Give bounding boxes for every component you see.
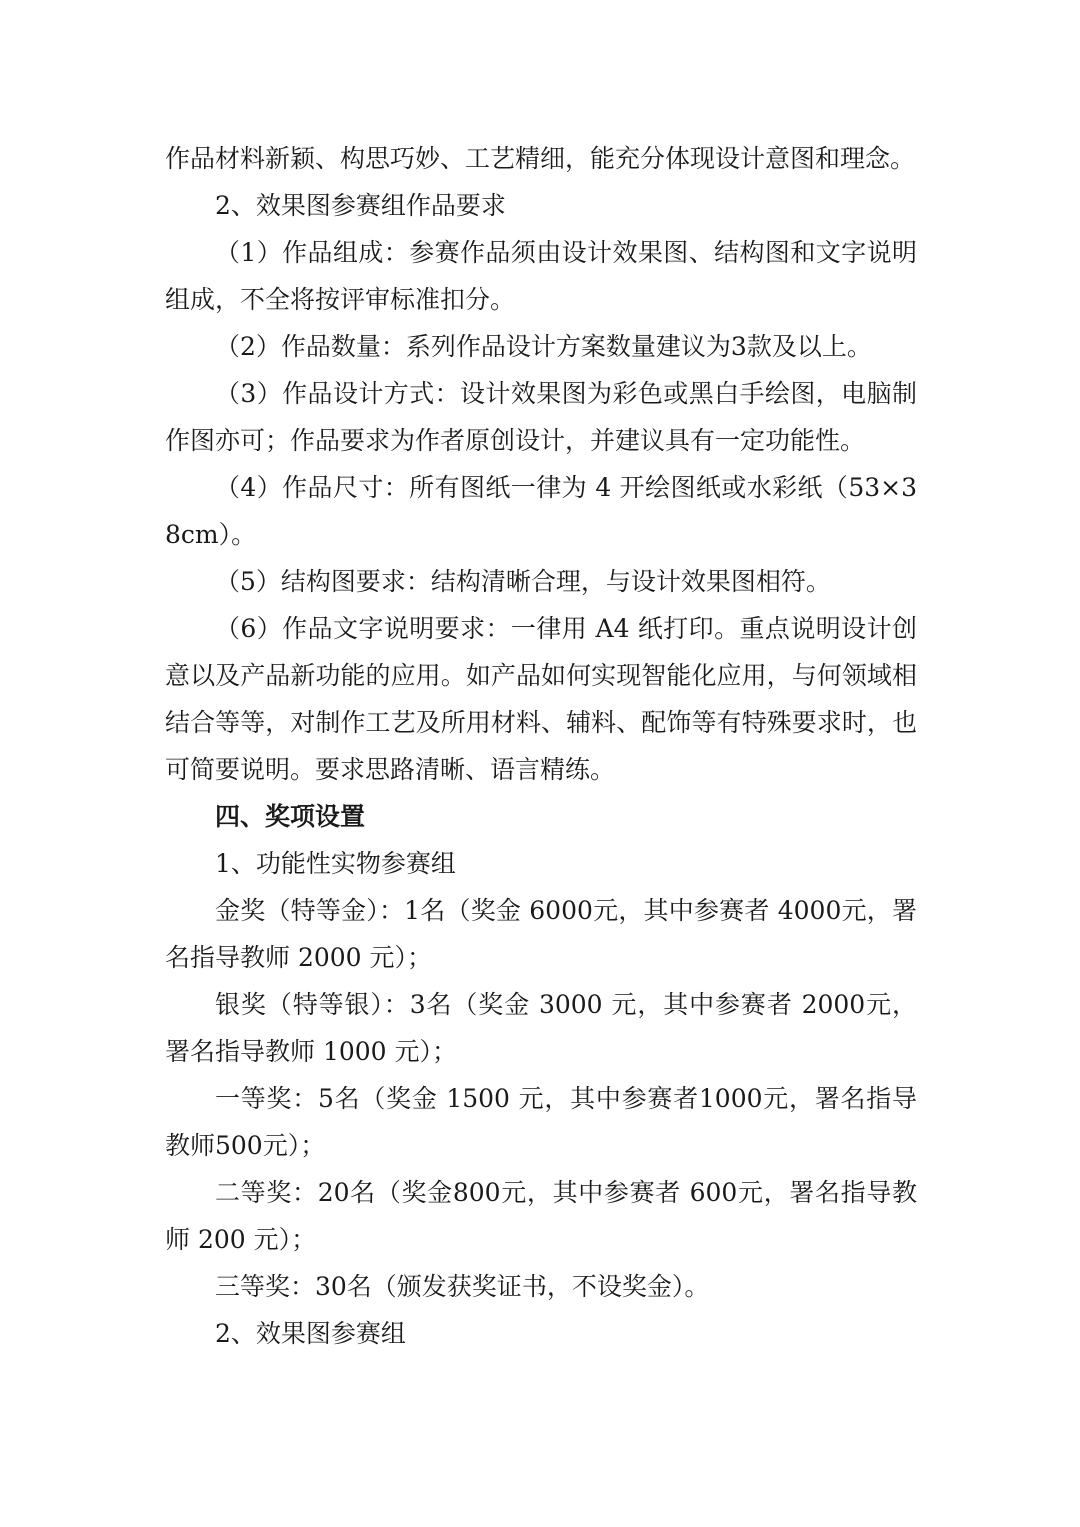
paragraph-materials-requirement: 作品材料新颖、构思巧妙、工艺精细，能充分体现设计意图和理念。 <box>165 144 916 173</box>
item-text-description: （6）作品文字说明要求：一律用 A4 纸打印。重点说明设计创意以及产品新功能的应用。如产品如何实现智能化应用，与何领域相结合等等，对制作工艺及所用材料、辅料、配饰等有特殊要求时，也可简要说明。要求思路清晰、语言精练。 <box>165 614 917 784</box>
item-work-quantity: （2）作品数量：系列作品设计方案数量建议为3款及以上。 <box>215 332 872 361</box>
award-gold: 金奖（特等金）：1名（奖金 6000元，其中参赛者 4000元，署名指导教师 2000 元）； <box>165 896 917 972</box>
award-first-prize: 一等奖：5名（奖金 1500 元，其中参赛者1000元，署名指导教师500元）； <box>165 1084 917 1160</box>
item-structure-drawing: （5）结构图要求：结构清晰合理，与设计效果图相符。 <box>215 567 831 596</box>
document-body <box>165 135 917 1357</box>
section-rendering-group: 2、效果图参赛组 <box>215 1319 406 1348</box>
section-rendering-group-requirements: 2、效果图参赛组作品要求 <box>215 191 506 220</box>
heading-awards: 四、奖项设置 <box>215 802 366 831</box>
item-work-size: （4）作品尺寸：所有图纸一律为 4 开绘图纸或水彩纸（53×38cm）。 <box>165 473 917 549</box>
item-work-composition: （1）作品组成：参赛作品须由设计效果图、结构图和文字说明组成，不全将按评审标准扣分。 <box>165 238 917 314</box>
award-second-prize: 二等奖：20名（奖金800元，其中参赛者 600元，署名指导教师 200 元）； <box>165 1178 917 1254</box>
award-silver: 银奖（特等银）：3名（奖金 3000 元，其中参赛者 2000元，署名指导教师 1000 元）； <box>165 990 917 1066</box>
section-functional-group: 1、功能性实物参赛组 <box>215 849 456 878</box>
item-design-method: （3）作品设计方式：设计效果图为彩色或黑白手绘图，电脑制作图亦可；作品要求为作者原创设计，并建议具有一定功能性。 <box>165 379 917 455</box>
award-third-prize: 三等奖：30名（颁发获奖证书，不设奖金）。 <box>215 1272 710 1301</box>
